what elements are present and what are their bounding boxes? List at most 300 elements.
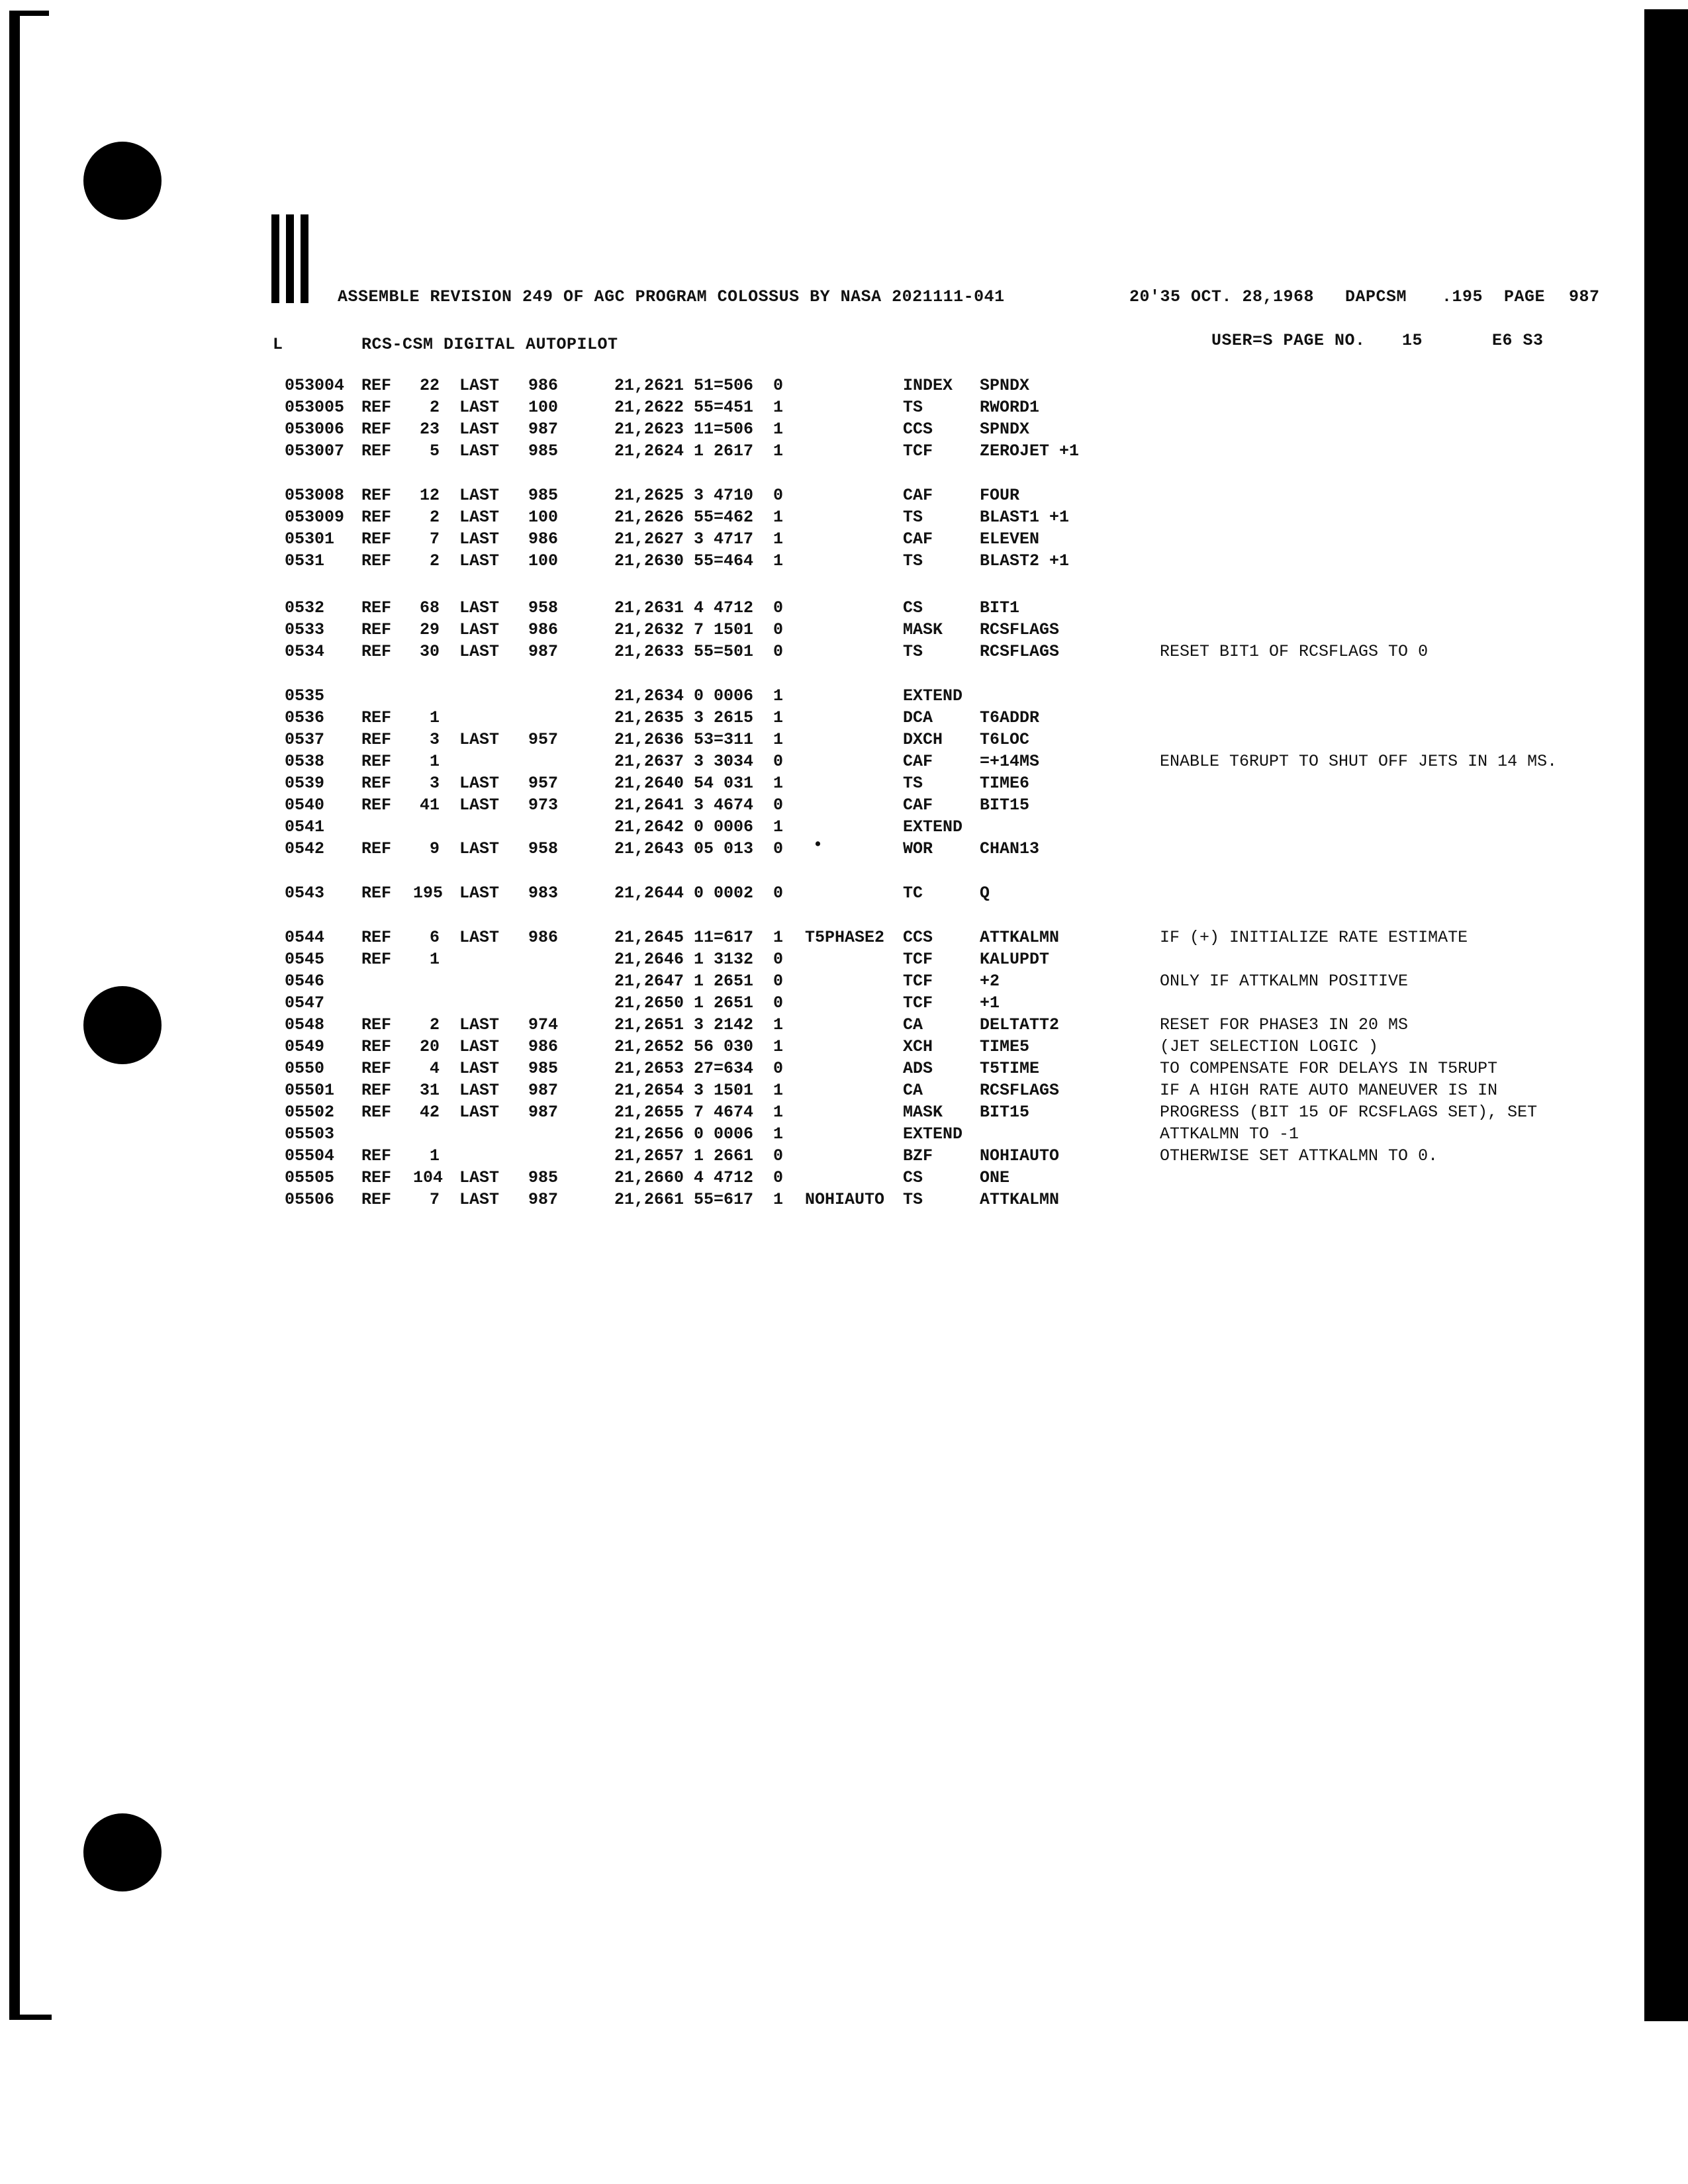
line-operand: Q [980,884,990,903]
line-loc: 0531 [285,551,325,570]
line-loc: 05301 [285,529,335,549]
listing-line [0,398,1688,418]
line-page: 957 [528,774,559,793]
line-comment: RESET FOR PHASE3 IN 20 MS [1160,1015,1409,1034]
line-value: 3 4710 [694,486,754,505]
line-loc: 0533 [285,620,325,639]
line-comment: OTHERWISE SET ATTKALMN TO 0. [1160,1146,1438,1165]
line-count: 4 [429,1059,440,1078]
line-ref: REF [361,1081,392,1100]
line-parity: 0 [773,1146,784,1165]
line-count: 2 [429,508,440,527]
line-op: CCS [903,420,933,439]
line-addr: 21,2652 [614,1037,684,1056]
line-parity: 0 [773,752,784,771]
line-value: 7 4674 [694,1103,754,1122]
line-op: CCS [903,928,933,947]
line-page: 974 [528,1015,559,1034]
header-page-label: PAGE [1504,287,1546,306]
line-loc: 0550 [285,1059,325,1078]
line-loc: 0543 [285,884,325,903]
listing-line [0,774,1688,794]
line-last: LAST [459,730,500,749]
line-ref: REF [361,620,392,639]
line-count: 2 [429,398,440,417]
line-addr: 21,2657 [614,1146,684,1165]
line-label: NOHIAUTO [805,1190,885,1209]
line-last: LAST [459,796,500,815]
line-loc: 053007 [285,441,345,461]
line-loc: 05505 [285,1168,335,1187]
line-value: 3 2142 [694,1015,754,1034]
line-count: 2 [429,1015,440,1034]
line-parity: 0 [773,972,784,991]
line-loc: 0537 [285,730,325,749]
line-operand: NOHIAUTO [980,1146,1060,1165]
line-value: 11=617 [694,928,754,947]
line-page: 986 [528,928,559,947]
line-page: 985 [528,1168,559,1187]
line-ref: REF [361,884,392,903]
line-loc: 0544 [285,928,325,947]
line-last: LAST [459,1103,500,1122]
line-count: 22 [419,376,440,395]
line-addr: 21,2626 [614,508,684,527]
listing-line [0,817,1688,837]
line-loc: 0547 [285,993,325,1013]
user-page-label: USER=S PAGE NO. [1211,331,1366,350]
line-parity: 0 [773,598,784,617]
line-count: 9 [429,839,440,858]
line-parity: 0 [773,839,784,858]
line-ref: REF [361,376,392,395]
line-page: 983 [528,884,559,903]
line-op: TCF [903,993,933,1013]
line-addr: 21,2632 [614,620,684,639]
line-addr: 21,2637 [614,752,684,771]
line-value: 55=617 [694,1190,754,1209]
line-ref: REF [361,551,392,570]
line-addr: 21,2654 [614,1081,684,1100]
line-count: 1 [429,950,440,969]
line-page: 958 [528,839,559,858]
line-ref: REF [361,486,392,505]
line-ref: REF [361,752,392,771]
line-operand: ATTKALMN [980,928,1060,947]
line-value: 0 0006 [694,817,754,837]
line-value: 53=311 [694,730,754,749]
listing-line [0,1103,1688,1122]
line-addr: 21,2630 [614,551,684,570]
line-operand: =+14MS [980,752,1040,771]
line-value: 0 0002 [694,884,754,903]
line-addr: 21,2641 [614,796,684,815]
line-comment: PROGRESS (BIT 15 OF RCSFLAGS SET), SET [1160,1103,1538,1122]
line-ref: REF [361,774,392,793]
line-parity: 0 [773,884,784,903]
line-page: 958 [528,598,559,617]
line-loc: 053006 [285,420,345,439]
line-parity: 1 [773,551,784,570]
line-op: CAF [903,796,933,815]
line-operand: T5TIME [980,1059,1040,1078]
line-ref: REF [361,796,392,815]
line-value: 3 3034 [694,752,754,771]
listing-line [0,508,1688,527]
line-operand: BLAST1 +1 [980,508,1070,527]
line-last: LAST [459,774,500,793]
line-parity: 1 [773,529,784,549]
line-comment: IF A HIGH RATE AUTO MANEUVER IS IN [1160,1081,1498,1100]
line-loc: 0548 [285,1015,325,1034]
line-parity: 1 [773,774,784,793]
line-parity: 0 [773,796,784,815]
line-parity: 1 [773,441,784,461]
line-loc: 05504 [285,1146,335,1165]
line-last: LAST [459,398,500,417]
line-value: 1 2661 [694,1146,754,1165]
header-fraction: .195 [1442,287,1483,306]
line-last: LAST [459,1037,500,1056]
listing-line [0,1081,1688,1101]
line-page: 985 [528,441,559,461]
line-last: LAST [459,839,500,858]
line-page: 100 [528,551,559,570]
line-addr: 21,2644 [614,884,684,903]
line-loc: 0535 [285,686,325,705]
line-page: 986 [528,1037,559,1056]
line-operand: T6ADDR [980,708,1040,727]
line-parity: 0 [773,642,784,661]
line-count: 41 [419,796,440,815]
line-page: 957 [528,730,559,749]
line-label: T5PHASE2 [805,928,885,947]
line-parity: 1 [773,398,784,417]
line-operand: FOUR [980,486,1020,505]
line-op: MASK [903,1103,943,1122]
line-value: 3 2615 [694,708,754,727]
line-operand: BIT15 [980,1103,1030,1122]
line-addr: 21,2631 [614,598,684,617]
line-op: TCF [903,950,933,969]
line-addr: 21,2624 [614,441,684,461]
line-op: CAF [903,486,933,505]
line-last: LAST [459,551,500,570]
line-operand: ELEVEN [980,529,1040,549]
line-comment: ENABLE T6RUPT TO SHUT OFF JETS IN 14 MS. [1160,752,1558,771]
line-operand: RCSFLAGS [980,620,1060,639]
line-ref: REF [361,1037,392,1056]
line-parity: 0 [773,1168,784,1187]
line-operand: BIT1 [980,598,1020,617]
line-loc: 053009 [285,508,345,527]
line-addr: 21,2655 [614,1103,684,1122]
line-operand: RWORD1 [980,398,1040,417]
line-ref: REF [361,529,392,549]
line-value: 51=506 [694,376,754,395]
line-op: TCF [903,972,933,991]
line-addr: 21,2661 [614,1190,684,1209]
line-count: 1 [429,1146,440,1165]
line-count: 68 [419,598,440,617]
line-value: 1 2617 [694,441,754,461]
line-page: 987 [528,1103,559,1122]
line-addr: 21,2634 [614,686,684,705]
line-op: BZF [903,1146,933,1165]
line-loc: 05503 [285,1124,335,1144]
line-op: CA [903,1081,923,1100]
line-addr: 21,2650 [614,993,684,1013]
line-operand: T6LOC [980,730,1030,749]
line-op: TS [903,551,923,570]
line-op: TCF [903,441,933,461]
line-parity: 1 [773,1190,784,1209]
line-ref: REF [361,950,392,969]
line-addr: 21,2633 [614,642,684,661]
line-ref: REF [361,441,392,461]
listing-line [0,752,1688,772]
line-op: DXCH [903,730,943,749]
line-last: LAST [459,598,500,617]
line-parity: 1 [773,708,784,727]
listing-line [0,730,1688,750]
listing-line [0,884,1688,903]
line-last: LAST [459,1081,500,1100]
line-addr: 21,2647 [614,972,684,991]
line-operand: +2 [980,972,1000,991]
line-count: 2 [429,551,440,570]
line-loc: 0545 [285,950,325,969]
line-ref: REF [361,508,392,527]
listing-line [0,972,1688,991]
listing-line [0,708,1688,728]
line-page: 986 [528,620,559,639]
line-loc: 0541 [285,817,325,837]
line-addr: 21,2645 [614,928,684,947]
line-count: 104 [413,1168,444,1187]
line-op: TS [903,508,923,527]
log-letter: L [273,335,283,354]
line-last: LAST [459,620,500,639]
line-parity: 0 [773,993,784,1013]
line-op: CA [903,1015,923,1034]
line-op: CS [903,598,923,617]
listing-line [0,642,1688,662]
listing-line [0,839,1688,859]
line-parity: 0 [773,1059,784,1078]
line-count: 195 [413,884,444,903]
line-ref: REF [361,1168,392,1187]
line-value: 11=506 [694,420,754,439]
line-last: LAST [459,508,500,527]
line-ref: REF [361,1146,392,1165]
line-loc: 053005 [285,398,345,417]
listing-line [0,686,1688,706]
listing-line [0,376,1688,396]
line-operand: RCSFLAGS [980,1081,1060,1100]
listing-line [0,551,1688,571]
line-value: 4 4712 [694,598,754,617]
header-timestamp: 20'35 OCT. 28,1968 [1129,287,1315,306]
line-comment: ATTKALMN TO -1 [1160,1124,1299,1144]
line-addr: 21,2627 [614,529,684,549]
line-ref: REF [361,928,392,947]
line-value: 55=451 [694,398,754,417]
line-parity: 0 [773,376,784,395]
line-count: 7 [429,1190,440,1209]
line-loc: 0540 [285,796,325,815]
line-value: 3 4717 [694,529,754,549]
line-count: 7 [429,529,440,549]
line-value: 27=634 [694,1059,754,1078]
listing-line [0,1146,1688,1166]
line-op: CAF [903,752,933,771]
line-count: 3 [429,730,440,749]
line-value: 4 4712 [694,1168,754,1187]
line-op: TC [903,884,923,903]
line-parity: 0 [773,950,784,969]
line-operand: ONE [980,1168,1010,1187]
line-count: 1 [429,708,440,727]
line-loc: 05501 [285,1081,335,1100]
line-page: 987 [528,420,559,439]
header-module: DAPCSM [1345,287,1407,306]
line-page: 985 [528,1059,559,1078]
line-addr: 21,2636 [614,730,684,749]
line-addr: 21,2640 [614,774,684,793]
listing-line [0,1190,1688,1210]
line-page: 987 [528,1081,559,1100]
line-op: EXTEND [903,817,963,837]
line-addr: 21,2622 [614,398,684,417]
line-parity: 1 [773,1081,784,1100]
line-parity: 1 [773,730,784,749]
line-loc: 0532 [285,598,325,617]
line-op: DCA [903,708,933,727]
line-op: MASK [903,620,943,639]
line-value: 55=501 [694,642,754,661]
line-op: XCH [903,1037,933,1056]
line-count: 3 [429,774,440,793]
line-parity: 1 [773,817,784,837]
line-addr: 21,2623 [614,420,684,439]
header-page-number: 987 [1569,287,1600,306]
line-loc: 05502 [285,1103,335,1122]
line-value: 1 2651 [694,993,754,1013]
line-op: CAF [903,529,933,549]
line-value: 05 013 [694,839,754,858]
line-addr: 21,2625 [614,486,684,505]
line-parity: 1 [773,508,784,527]
line-parity: 0 [773,486,784,505]
line-op: INDEX [903,376,953,395]
line-loc: 0538 [285,752,325,771]
line-count: 31 [419,1081,440,1100]
line-parity: 1 [773,928,784,947]
listing-line [0,486,1688,506]
line-operand: TIME6 [980,774,1030,793]
line-count: 30 [419,642,440,661]
line-parity: 1 [773,1015,784,1034]
line-op: ADS [903,1059,933,1078]
line-operand: RCSFLAGS [980,642,1060,661]
line-parity: 1 [773,686,784,705]
line-addr: 21,2651 [614,1015,684,1034]
line-last: LAST [459,1015,500,1034]
line-count: 1 [429,752,440,771]
line-count: 29 [419,620,440,639]
listing-line [0,620,1688,640]
line-loc: 053004 [285,376,345,395]
line-addr: 21,2643 [614,839,684,858]
line-comment: IF (+) INITIALIZE RATE ESTIMATE [1160,928,1468,947]
line-op: EXTEND [903,1124,963,1144]
line-page: 100 [528,398,559,417]
line-ref: REF [361,420,392,439]
line-ref: REF [361,598,392,617]
line-parity: 1 [773,1124,784,1144]
line-value: 1 2651 [694,972,754,991]
line-op: TS [903,774,923,793]
line-parity: 0 [773,620,784,639]
line-last: LAST [459,486,500,505]
listing-line [0,928,1688,948]
line-loc: 0534 [285,642,325,661]
header-code: E6 S3 [1492,331,1544,350]
line-addr: 21,2621 [614,376,684,395]
line-last: LAST [459,1168,500,1187]
line-operand: CHAN13 [980,839,1040,858]
line-page: 986 [528,529,559,549]
listing-line [0,1059,1688,1079]
listing-line [0,1124,1688,1144]
line-count: 6 [429,928,440,947]
line-operand: SPNDX [980,420,1030,439]
line-value: 55=462 [694,508,754,527]
line-comment: RESET BIT1 OF RCSFLAGS TO 0 [1160,642,1429,661]
line-comment: (JET SELECTION LOGIC ) [1160,1037,1379,1056]
line-count: 12 [419,486,440,505]
line-count: 42 [419,1103,440,1122]
line-addr: 21,2660 [614,1168,684,1187]
listing-line [0,1037,1688,1057]
line-operand: ZEROJET +1 [980,441,1080,461]
line-op: TS [903,642,923,661]
line-ref: REF [361,1015,392,1034]
line-loc: 053008 [285,486,345,505]
line-page: 986 [528,376,559,395]
line-operand: BIT15 [980,796,1030,815]
line-last: LAST [459,441,500,461]
listing-line [0,1168,1688,1188]
line-value: 54 031 [694,774,754,793]
listing-line [0,1015,1688,1035]
line-last: LAST [459,928,500,947]
listing-line [0,529,1688,549]
line-ref: REF [361,730,392,749]
line-ref: REF [361,1103,392,1122]
line-count: 20 [419,1037,440,1056]
listing-line [0,420,1688,439]
assembly-header: ASSEMBLE REVISION 249 OF AGC PROGRAM COLOSSUS BY NASA 2021111-041 [338,287,1005,306]
line-operand: BLAST2 +1 [980,551,1070,570]
line-count: 5 [429,441,440,461]
line-page: 973 [528,796,559,815]
line-last: LAST [459,1190,500,1209]
line-comment: TO COMPENSATE FOR DELAYS IN T5RUPT [1160,1059,1498,1078]
line-count: 23 [419,420,440,439]
line-addr: 21,2656 [614,1124,684,1144]
